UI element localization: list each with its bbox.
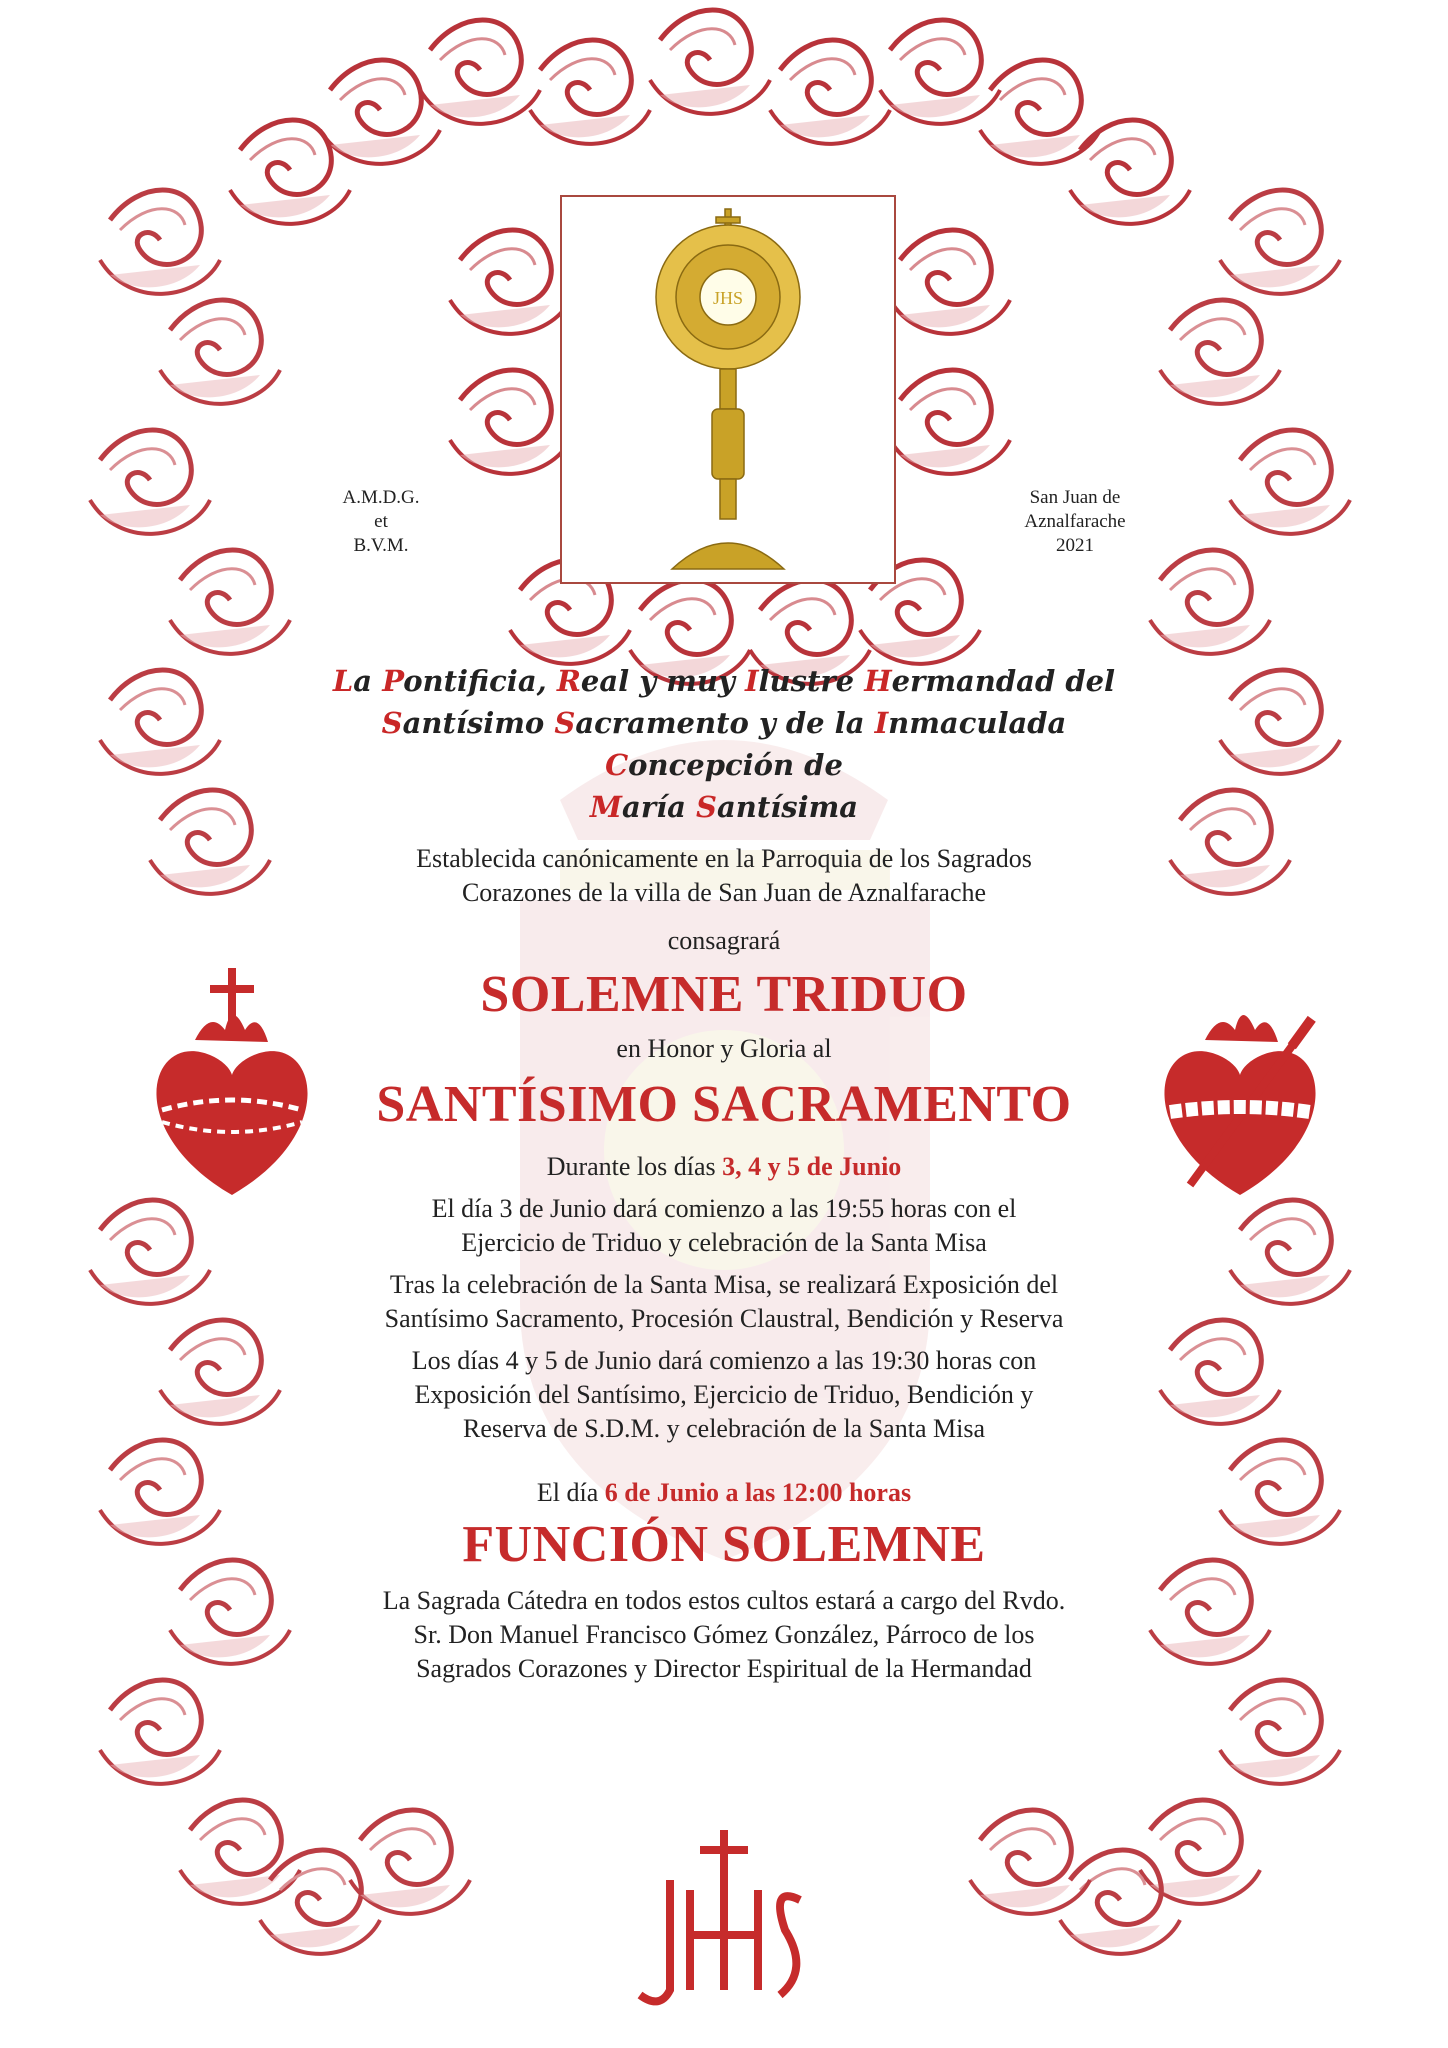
text-line: Exposición del Santísimo, Ejercicio de Triduo, Bendición y <box>414 1380 1034 1409</box>
initial: I <box>874 706 889 740</box>
text-line: Sr. Don Manuel Francisco Gómez González, Párroco de los <box>413 1620 1035 1649</box>
text-line: Sagrados Corazones y Director Espiritual de la Hermandad <box>416 1654 1032 1683</box>
honor-text: en Honor y Gloria al <box>616 1034 832 1063</box>
corner-right-line: Aznalfarache <box>1024 511 1126 532</box>
word: ontificia, <box>403 664 557 698</box>
title-funcion-solemne: FUNCIÓN SOLEMNE <box>462 1516 986 1573</box>
immaculate-heart-icon <box>1164 1015 1315 1195</box>
paragraph-catedra <box>300 1584 1148 1686</box>
word: antísima <box>716 790 859 824</box>
title-line-1 <box>300 660 1148 702</box>
word: ermandad del <box>891 664 1116 698</box>
initial: I <box>744 664 759 698</box>
monstrance-label: JHS <box>712 288 744 308</box>
text-line: Ejercicio de Triduo y celebración de la Santa Misa <box>461 1228 987 1257</box>
text-line: La Sagrada Cátedra en todos estos cultos estará a cargo del Rvdo. <box>382 1586 1066 1615</box>
text-line: Corazones de la villa de San Juan de Aznalfarache <box>461 878 987 907</box>
word: nmaculada <box>888 706 1067 740</box>
word: eal y muy <box>580 664 745 698</box>
dates-highlight: 3, 4 y 5 de Junio <box>722 1152 902 1181</box>
sacred-heart-icon <box>156 968 307 1195</box>
text-line: Tras la celebración de la Santa Misa, se realizará Exposición del <box>389 1270 1059 1299</box>
initial: C <box>605 748 629 782</box>
initial: S <box>696 790 717 824</box>
word: a <box>353 664 383 698</box>
title-line-2 <box>300 702 1148 786</box>
dates-text <box>300 1150 1148 1184</box>
initial: S <box>554 706 576 740</box>
initial: R <box>556 664 581 698</box>
initial: L <box>332 664 354 698</box>
function-date-prefix: El día <box>536 1478 605 1507</box>
function-date-text <box>300 1476 1148 1510</box>
jhs-monogram-icon <box>640 1830 800 2001</box>
initial: S <box>381 706 403 740</box>
title-solemne-triduo: SOLEMNE TRIDUO <box>480 966 968 1023</box>
corner-right-line: 2021 <box>1056 535 1094 556</box>
paragraph-exposicion <box>300 1268 1148 1336</box>
corner-left-line: B.V.M. <box>353 535 409 556</box>
corner-text-left <box>316 486 446 558</box>
corner-text-right <box>1000 486 1150 558</box>
corner-left-line: et <box>374 511 388 532</box>
established-text <box>300 842 1148 910</box>
initial: P <box>382 664 404 698</box>
word: lustre <box>758 664 865 698</box>
corner-right-line: San Juan de <box>1029 487 1121 508</box>
corner-left-line: A.M.D.G. <box>342 487 420 508</box>
dates-prefix: Durante los días <box>546 1152 723 1181</box>
initial: M <box>589 790 623 824</box>
text-line: Reserva de S.D.M. y celebración de la Santa Misa <box>462 1414 985 1443</box>
function-date-highlight: 6 de Junio a las 12:00 horas <box>604 1478 912 1507</box>
paragraph-day3 <box>300 1192 1148 1260</box>
text-line: El día 3 de Junio dará comienzo a las 19:55 horas con el <box>431 1194 1017 1223</box>
word: antísimo <box>402 706 555 740</box>
monstrance-icon <box>562 197 894 582</box>
word: aría <box>622 790 697 824</box>
monstrance-panel <box>560 195 896 584</box>
word: acramento y de la <box>575 706 875 740</box>
paragraph-days-4-5 <box>300 1344 1148 1446</box>
consagrara-text: consagrará <box>667 926 781 955</box>
brotherhood-title <box>300 660 1148 828</box>
title-line-3 <box>300 786 1148 828</box>
main-content <box>300 660 1148 1686</box>
word: oncepción de <box>628 748 843 782</box>
text-line: Santísimo Sacramento, Procesión Claustral, Bendición y Reserva <box>384 1304 1064 1333</box>
text-line: Establecida canónicamente en la Parroquia de los Sagrados <box>416 844 1032 873</box>
title-santisimo-sacramento: SANTÍSIMO SACRAMENTO <box>376 1076 1072 1133</box>
text-line: Los días 4 y 5 de Junio dará comienzo a las 19:30 horas con <box>411 1346 1037 1375</box>
initial: H <box>864 664 892 698</box>
